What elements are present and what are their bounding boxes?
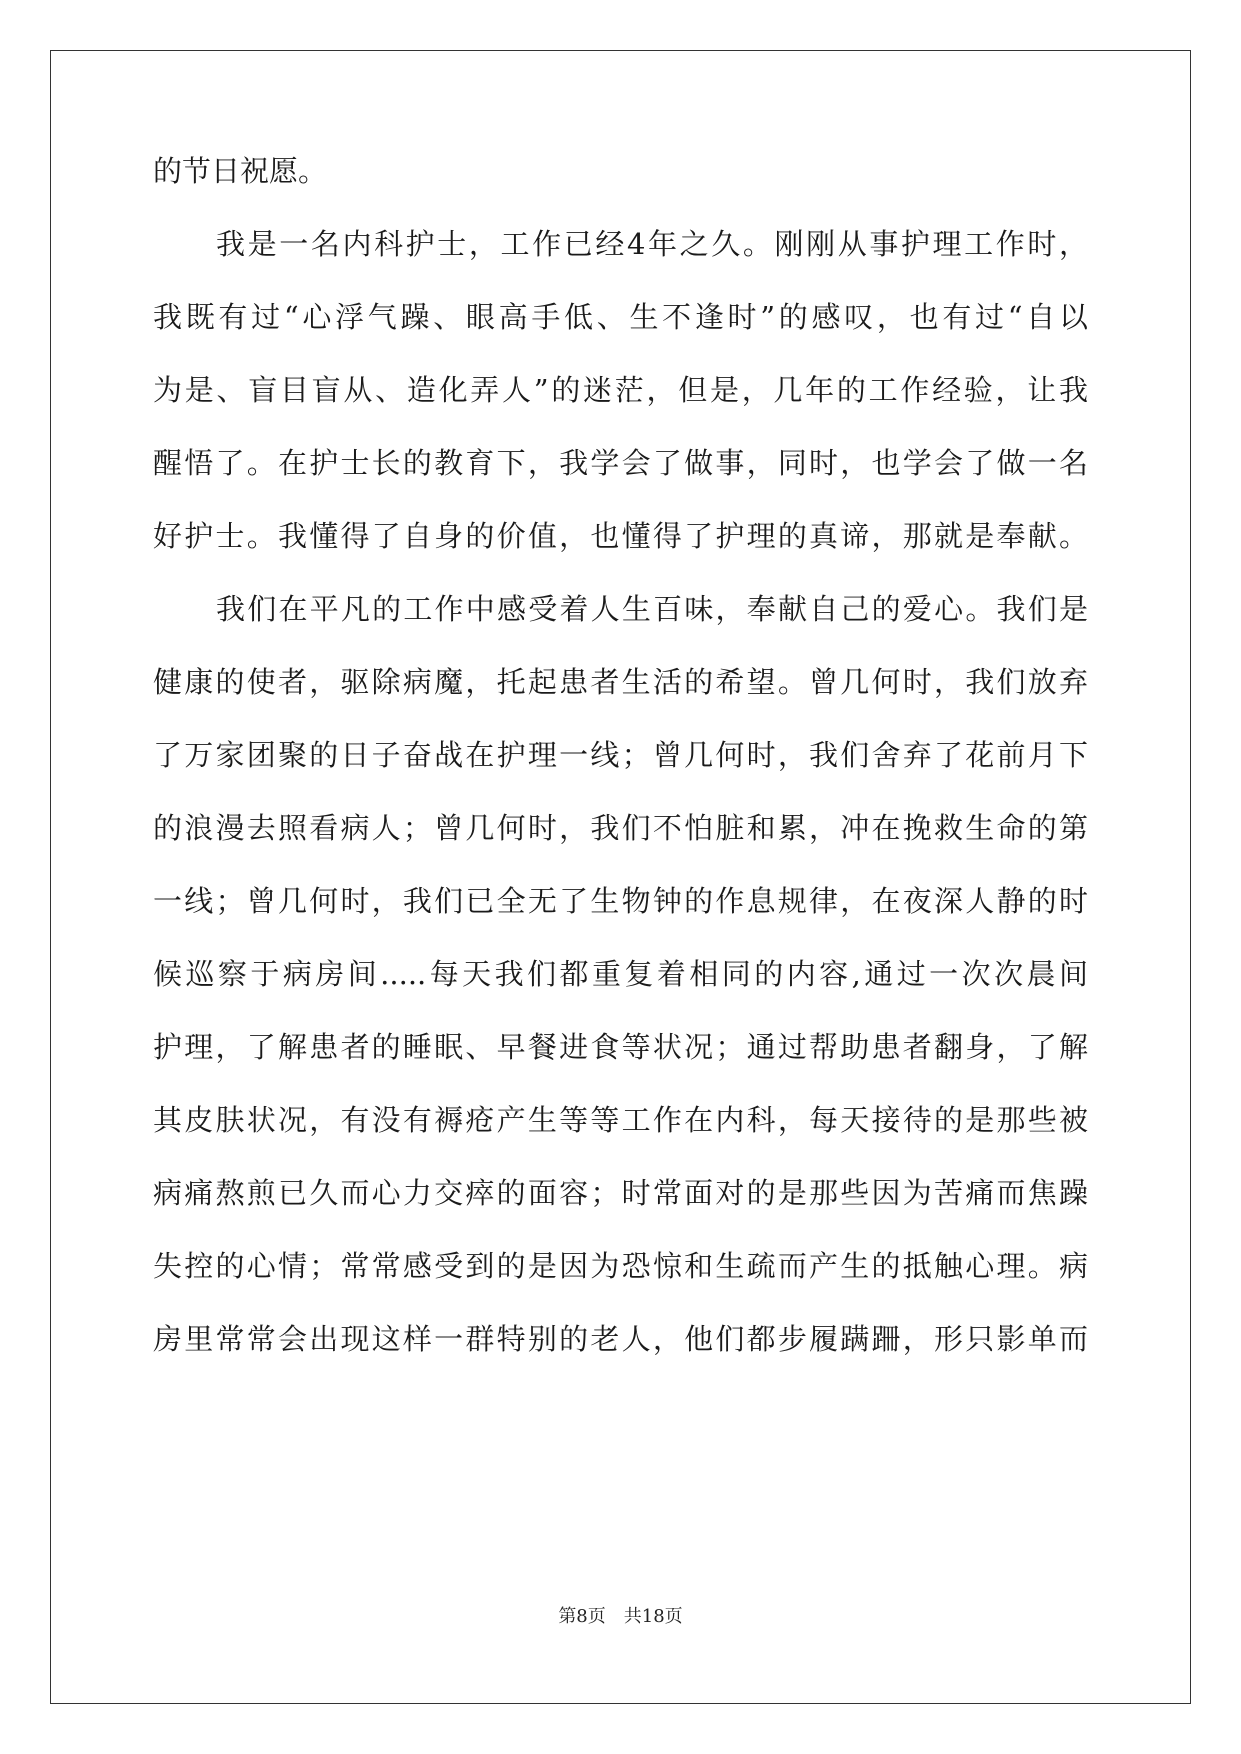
body-line-1: 的节日祝愿。 bbox=[153, 154, 328, 188]
page-footer bbox=[0, 1605, 1241, 1629]
body-line-3: 我既有过“心浮气躁、眼高手低、生不逢时”的感叹，也有过“自以 bbox=[153, 300, 1088, 334]
body-line-14: 其皮肤状况，有没有褥疮产生等等工作在内科，每天接待的是那些被 bbox=[153, 1103, 1088, 1137]
body-line-17: 房里常常会出现这样一群特别的老人，他们都步履蹒跚，形只影单而 bbox=[153, 1322, 1088, 1356]
body-line-2: 我是一名内科护士，工作已经4年之久。刚刚从事护理工作时， bbox=[216, 227, 1088, 261]
body-line-11: 一线；曾几何时，我们已全无了生物钟的作息规律，在夜深人静的时 bbox=[153, 884, 1088, 918]
body-line-13: 护理，了解患者的睡眠、早餐进食等状况；通过帮助患者翻身，了解 bbox=[153, 1030, 1088, 1064]
body-line-8: 健康的使者，驱除病魔，托起患者生活的希望。曾几何时，我们放弃 bbox=[153, 665, 1088, 699]
body-line-15: 病痛熬煎已久而心力交瘁的面容；时常面对的是那些因为苦痛而焦躁 bbox=[153, 1176, 1088, 1210]
body-line-4: 为是、盲目盲从、造化弄人”的迷茫，但是，几年的工作经验，让我 bbox=[153, 373, 1088, 407]
page-total: 共18页 bbox=[623, 1606, 683, 1627]
body-line-6: 好护士。我懂得了自身的价值，也懂得了护理的真谛，那就是奉献。 bbox=[153, 519, 1088, 553]
body-line-5: 醒悟了。在护士长的教育下，我学会了做事，同时，也学会了做一名 bbox=[153, 446, 1088, 480]
body-line-9: 了万家团聚的日子奋战在护理一线；曾几何时，我们舍弃了花前月下 bbox=[153, 738, 1088, 772]
body-line-16: 失控的心情；常常感受到的是因为恐惊和生疏而产生的抵触心理。病 bbox=[153, 1249, 1088, 1283]
body-line-7: 我们在平凡的工作中感受着人生百味，奉献自己的爱心。我们是 bbox=[216, 592, 1088, 626]
body-line-12: 候巡察于病房间.....每天我们都重复着相同的内容,通过一次次晨间 bbox=[153, 957, 1088, 991]
page-number: 第8页 bbox=[558, 1606, 606, 1627]
body-line-10: 的浪漫去照看病人；曾几何时，我们不怕脏和累，冲在挽救生命的第 bbox=[153, 811, 1088, 845]
